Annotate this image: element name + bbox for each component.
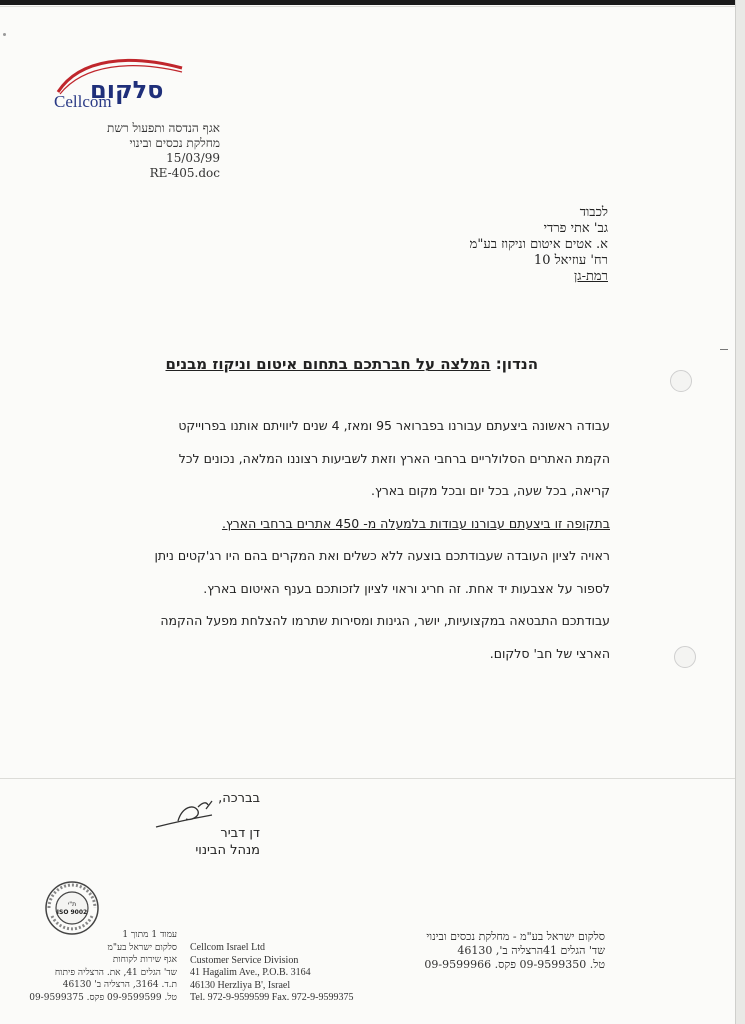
salutation: לכבוד [579, 205, 608, 220]
file-reference: RE-405.doc [149, 166, 220, 180]
footer-line: שד' הגלים 41הרצליה ב', 46130 [457, 944, 605, 957]
sender-block [60, 121, 220, 181]
svg-text:ת"י: ת"י [67, 901, 77, 908]
logo-hebrew: סלקום [90, 76, 164, 104]
fold-line [0, 6, 735, 7]
page-right-edge [735, 0, 745, 1024]
handwritten-signature-icon [150, 797, 230, 833]
recipient-street: רח' עוזיאל 10 [533, 253, 608, 268]
footer-line: Customer Service Division [190, 954, 299, 966]
letter-date: 15/03/99 [166, 151, 220, 165]
page-number: עמוד 1 מתוך 1 [122, 930, 177, 940]
footer-line: Tel. 972-9-9599599 Fax. 972-9-9599375 [190, 992, 354, 1003]
footer-english-address [190, 942, 353, 1005]
sender-department: מחלקת נכסים ובינוי [129, 136, 220, 150]
footer-line: Cellcom Israel Ltd [190, 942, 265, 953]
svg-text:ISO 9002: ISO 9002 [56, 909, 88, 916]
punch-hole [670, 370, 692, 392]
paper-speck [3, 33, 6, 36]
closing-greeting: בברכה, [218, 791, 260, 806]
iso-seal-icon [44, 880, 100, 936]
page-top-edge [0, 0, 745, 5]
body-line: עבודה ראשונה ביצעתם עבורנו בפברואר 95 ומאז, 4 שנים ליוויתם אותנו בפרוייקט [178, 418, 610, 433]
footer-line: 46130 Herzliya B', Israel [190, 979, 291, 991]
recipient-name: גב' אתי פרדי [543, 221, 608, 236]
footer-line: ת.ד. 3164, הרצליה ב' 46130 [62, 980, 177, 990]
footer-line: סלקום ישראל בע"מ [107, 942, 177, 953]
footer-line: טל. 09-9599350 פקס. 09-9599966 [424, 958, 605, 971]
punch-hole [674, 646, 696, 668]
fold-line [0, 778, 735, 779]
margin-tick [720, 349, 728, 350]
footer-line: אגף שירות לקוחות [112, 955, 177, 965]
footer-line: סלקום ישראל בע"מ - מחלקת נכסים ובינוי [426, 930, 605, 943]
recipient-city: רמת-גן [573, 269, 608, 284]
subject-line [150, 355, 538, 373]
body-line: הקמת האתרים הסלולריים ברחבי הארץ וזאת לשביעות רצוננו המלאה, נכונים לכל [178, 450, 610, 466]
subject-label: הנדון: [495, 355, 538, 373]
body-line: בתקופה זו ביצעתם עבורנו עבודות בלמעלה מ- 450 אתרים ברחבי הארץ. [221, 515, 610, 531]
footer-line: 41 Hagalim Ave., P.O.B. 3164 [190, 967, 311, 978]
body-line: לספור על אצבעות יד אחת. זה חריג וראוי לציון לזכותכם בענף האיטום בארץ. [203, 580, 610, 596]
signatory-title: מנהל הבינוי [195, 843, 260, 858]
sender-division: אגף הנדסה ותפעול רשת [107, 121, 220, 135]
footer-line: שד' הגלים 41, את. הרצליה פיתוח [54, 967, 177, 978]
footer-service-division [29, 929, 177, 1004]
recipient-block [380, 205, 608, 285]
body-line: קריאה, בכל שעה, בכל יום ובכל מקום בארץ. [371, 483, 610, 498]
subject-text: המלצה על חברתכם בתחום איטום וניקוז מבנים [165, 355, 491, 373]
body-line: עבודתכם התבטאה במקצועיות, יושר, הגינות ומסירות שתרמו להצלחת מפעל ההקמה [160, 613, 610, 628]
recipient-company: א. אטים איטום וניקוז בע"מ [469, 237, 608, 252]
signatory-name: דן דביר [220, 826, 260, 841]
body-line: הארצי של חב' סלקום. [489, 645, 610, 661]
body-line: ראויה לציון העובדה שעבודתכם בוצעה ללא כשלים ואת המקרים בהם היו רג'קטים ניתן [154, 548, 610, 563]
footer-line: טל. 09-9599599 פקס. 09-9599375 [29, 992, 177, 1003]
logo-english: Cellcom [54, 92, 112, 111]
footer-properties-department [400, 930, 605, 972]
cellcom-logo [50, 56, 190, 114]
letter-body [95, 410, 610, 670]
